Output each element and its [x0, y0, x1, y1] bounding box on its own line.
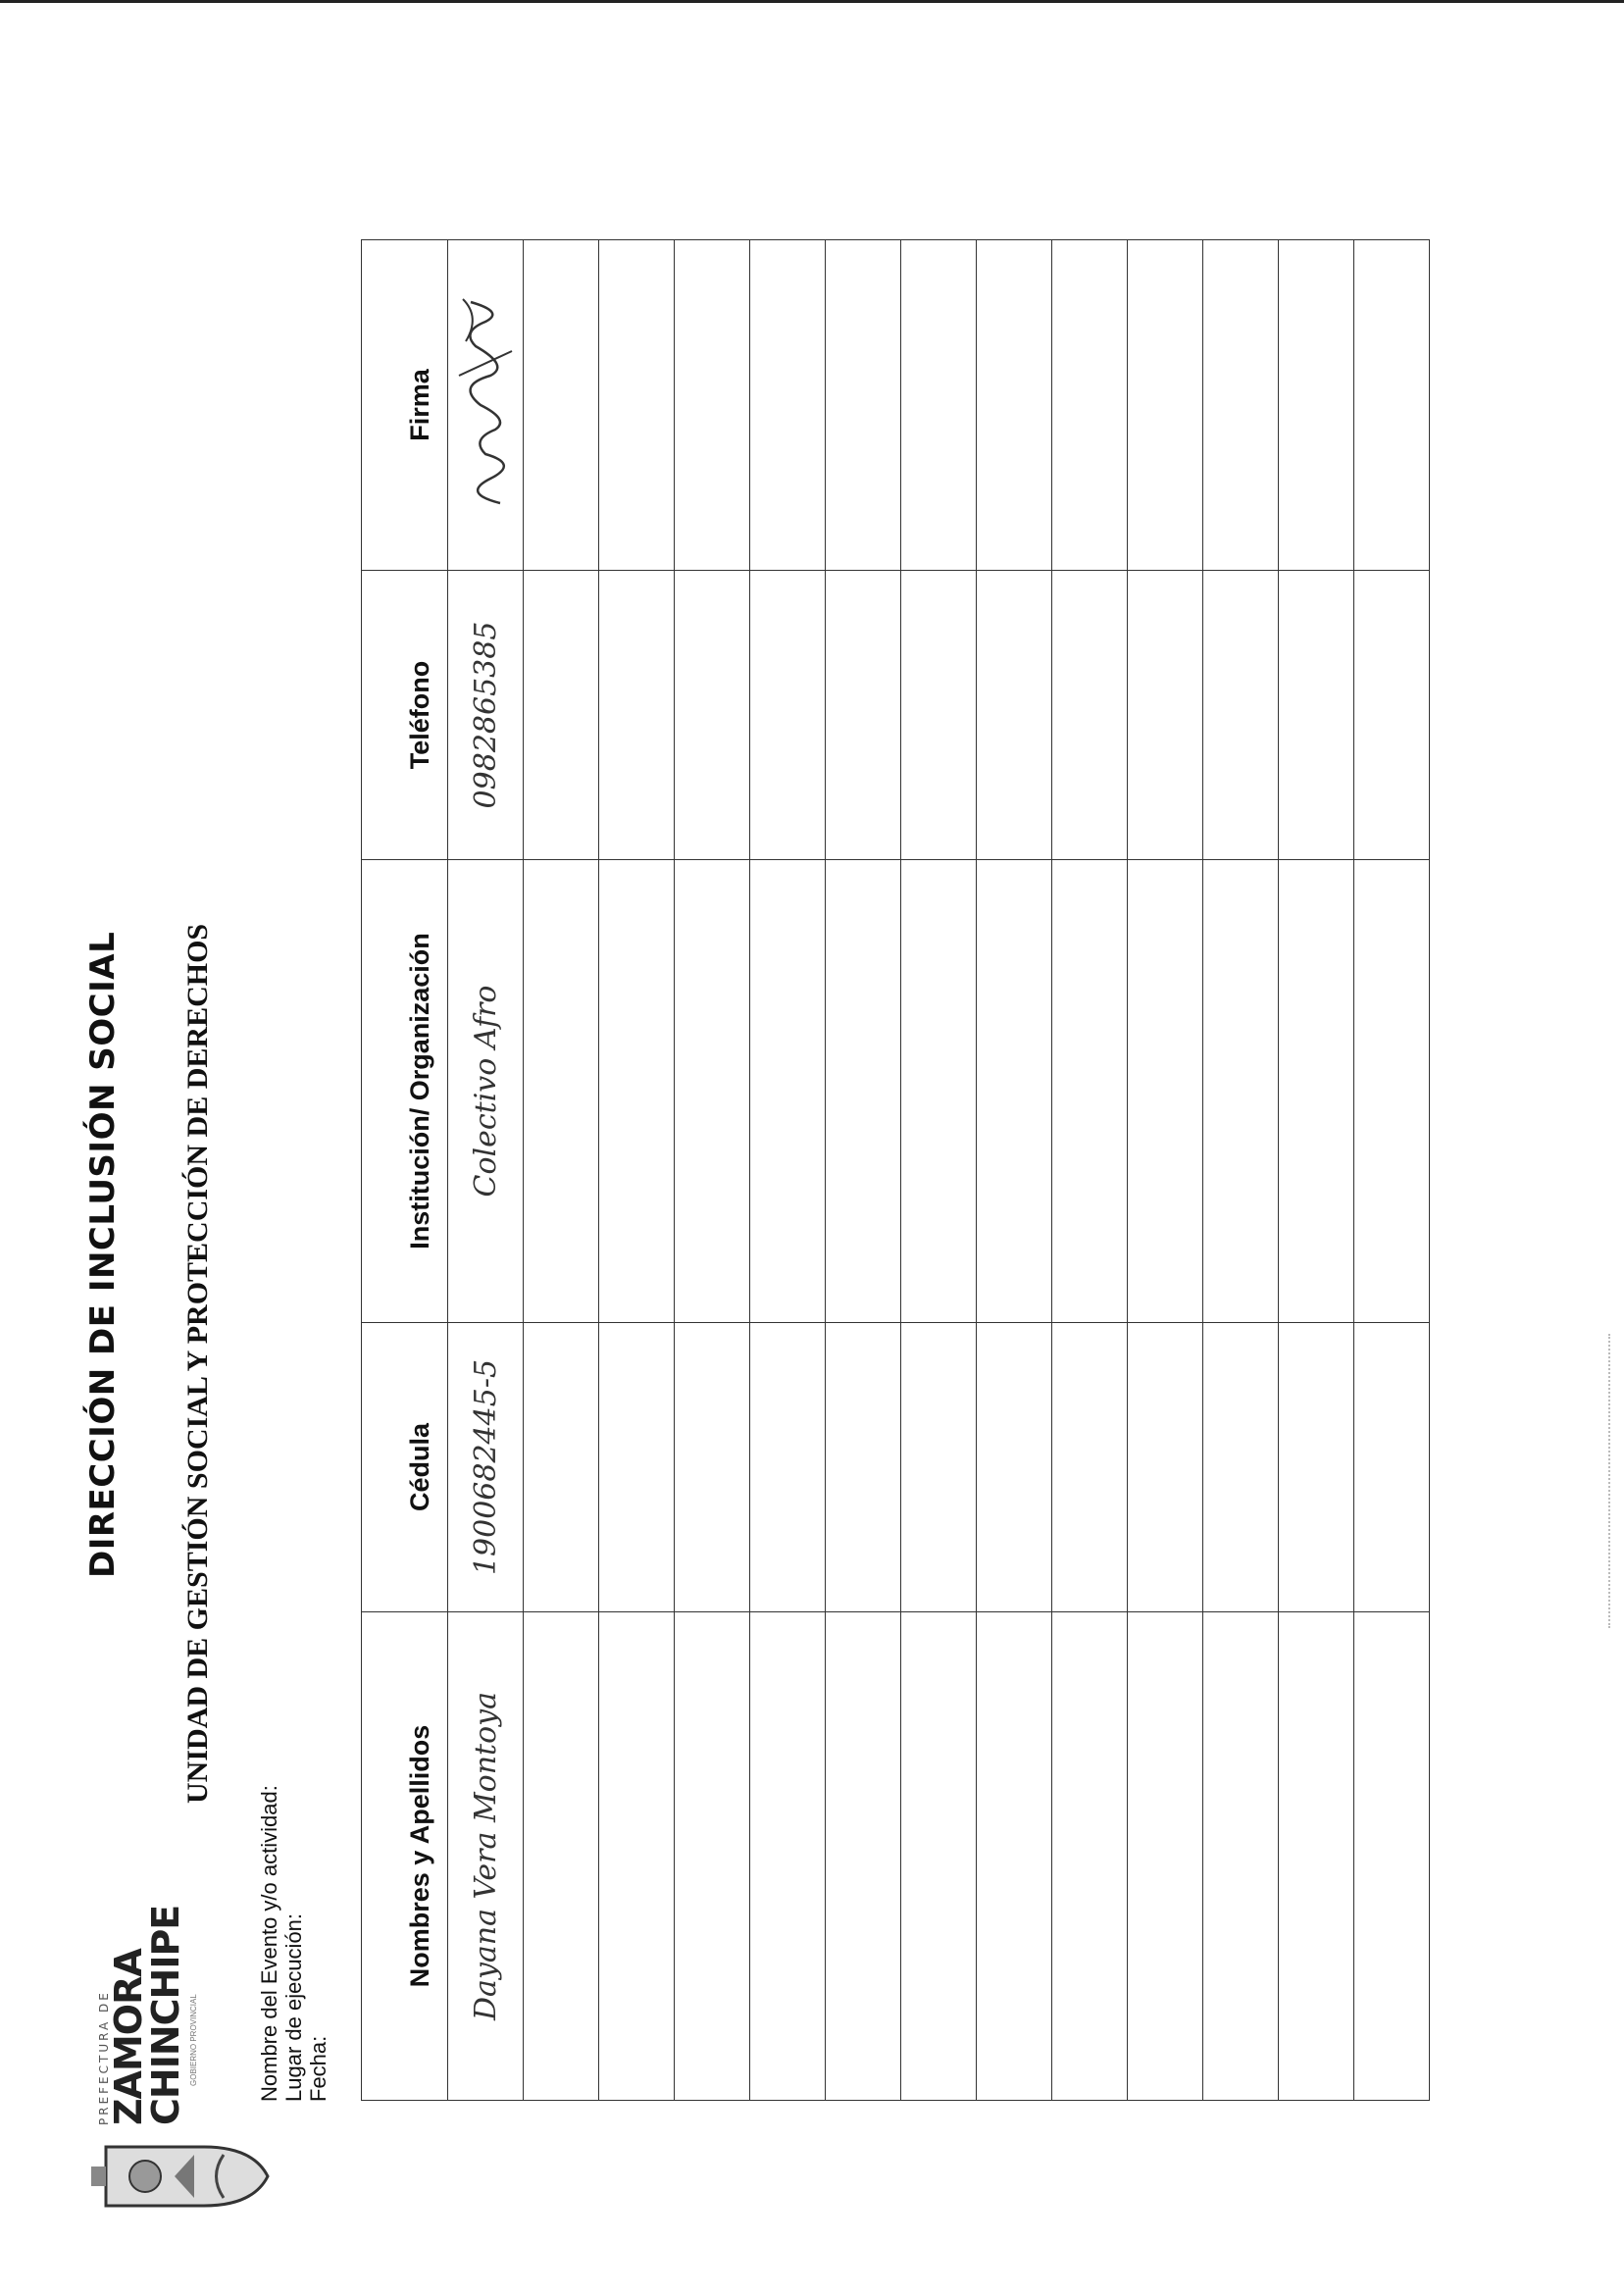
- cell-institution: [1203, 860, 1279, 1323]
- cell-phone: [826, 571, 901, 860]
- document-title: DIRECCIÓN DE INCLUSIÓN SOCIAL: [83, 931, 123, 1578]
- cell-institution: Colectivo Afro: [448, 860, 524, 1323]
- cell-signature: [1203, 240, 1279, 571]
- cell-signature: [1279, 240, 1354, 571]
- attendance-table: [361, 239, 1430, 2101]
- cell-signature: [524, 240, 599, 571]
- logo-prefix: PREFECTURA DE: [97, 1990, 111, 2125]
- header-name: Nombres y Apellidos: [362, 1612, 448, 2101]
- prefecture-logo: [98, 1906, 198, 2125]
- cell-id: [1279, 1323, 1354, 1612]
- table-row: [1052, 240, 1128, 2101]
- cell-institution: [1052, 860, 1128, 1323]
- cell-signature: [1128, 240, 1203, 571]
- table-row: [524, 240, 599, 2101]
- cell-id: [750, 1323, 826, 1612]
- cell-name: [599, 1612, 675, 2101]
- cell-name: Dayana Vera Montoya: [448, 1612, 524, 2101]
- event-name-label: Nombre del Evento y/o actividad:: [257, 1785, 281, 2102]
- cell-phone: [1354, 571, 1430, 860]
- provincial-crest-icon: [86, 2137, 273, 2216]
- cell-name: [1128, 1612, 1203, 2101]
- table-row: [1128, 240, 1203, 2101]
- cell-signature: [448, 240, 524, 571]
- cell-name: [1354, 1612, 1430, 2101]
- cell-institution: [977, 860, 1052, 1323]
- cell-signature: [1052, 240, 1128, 571]
- logo-name-line1: ZAMORA: [107, 1949, 150, 2125]
- cell-signature: [599, 240, 675, 571]
- table-row: [750, 240, 826, 2101]
- cell-signature: [750, 240, 826, 571]
- date-label: Fecha:: [306, 2035, 330, 2102]
- table-row: [1279, 240, 1354, 2101]
- cell-name: [1052, 1612, 1128, 2101]
- header-phone: Teléfono: [362, 571, 448, 860]
- cell-id: [1128, 1323, 1203, 1612]
- cell-phone: 0982865385: [448, 571, 524, 860]
- cell-phone: [977, 571, 1052, 860]
- cell-phone: [1203, 571, 1279, 860]
- cell-institution: [750, 860, 826, 1323]
- cell-id: [977, 1323, 1052, 1612]
- cell-signature: [1354, 240, 1430, 571]
- cell-signature: [675, 240, 750, 571]
- cell-name: [524, 1612, 599, 2101]
- table-row: [826, 240, 901, 2101]
- cell-institution: [599, 860, 675, 1323]
- cell-name: [901, 1612, 977, 2101]
- cell-id: 1900682445-5: [448, 1323, 524, 1612]
- cell-phone: [901, 571, 977, 860]
- cell-institution: [1354, 860, 1430, 1323]
- cell-phone: [675, 571, 750, 860]
- table-row: [977, 240, 1052, 2101]
- cell-institution: [826, 860, 901, 1323]
- handwritten-signature: [451, 287, 520, 523]
- header-id: Cédula: [362, 1323, 448, 1612]
- cell-phone: [599, 571, 675, 860]
- logo-tagline: GOBIERNO PROVINCIAL: [189, 1994, 198, 2086]
- logo-name-line2: CHINCHIPE: [144, 1905, 187, 2125]
- table-header-row: [362, 240, 448, 2101]
- header-signature: Firma: [362, 240, 448, 571]
- cell-id: [1354, 1323, 1430, 1612]
- cell-name: [977, 1612, 1052, 2101]
- cell-id: [1203, 1323, 1279, 1612]
- cell-id: [826, 1323, 901, 1612]
- cell-name: [1279, 1612, 1354, 2101]
- cell-signature: [977, 240, 1052, 571]
- table-row: [599, 240, 675, 2101]
- cell-phone: [750, 571, 826, 860]
- cell-name: [750, 1612, 826, 2101]
- cell-institution: [1279, 860, 1354, 1323]
- document-subtitle: UNIDAD DE GESTIÓN SOCIAL Y PROTECCIÓN DE DERECHOS: [181, 923, 214, 1804]
- cell-phone: [524, 571, 599, 860]
- header-institution: Institución/ Organización: [362, 860, 448, 1323]
- cell-name: [826, 1612, 901, 2101]
- cell-phone: [1128, 571, 1203, 860]
- cell-name: [675, 1612, 750, 2101]
- cell-id: [675, 1323, 750, 1612]
- cell-phone: [1052, 571, 1128, 860]
- cell-id: [1052, 1323, 1128, 1612]
- table-row: [1203, 240, 1279, 2101]
- place-label: Lugar de ejecución:: [281, 1912, 306, 2102]
- event-fields: [257, 1785, 330, 2102]
- table-row: [1354, 240, 1430, 2101]
- table-row: [675, 240, 750, 2101]
- cell-id: [901, 1323, 977, 1612]
- cell-institution: [675, 860, 750, 1323]
- cell-id: [599, 1323, 675, 1612]
- cell-institution: [524, 860, 599, 1323]
- cell-signature: [826, 240, 901, 571]
- table-row: [448, 240, 524, 2101]
- cell-phone: [1279, 571, 1354, 860]
- cell-name: [1203, 1612, 1279, 2101]
- cell-id: [524, 1323, 599, 1612]
- cell-institution: [901, 860, 977, 1323]
- cell-signature: [901, 240, 977, 571]
- table-row: [901, 240, 977, 2101]
- cell-institution: [1128, 860, 1203, 1323]
